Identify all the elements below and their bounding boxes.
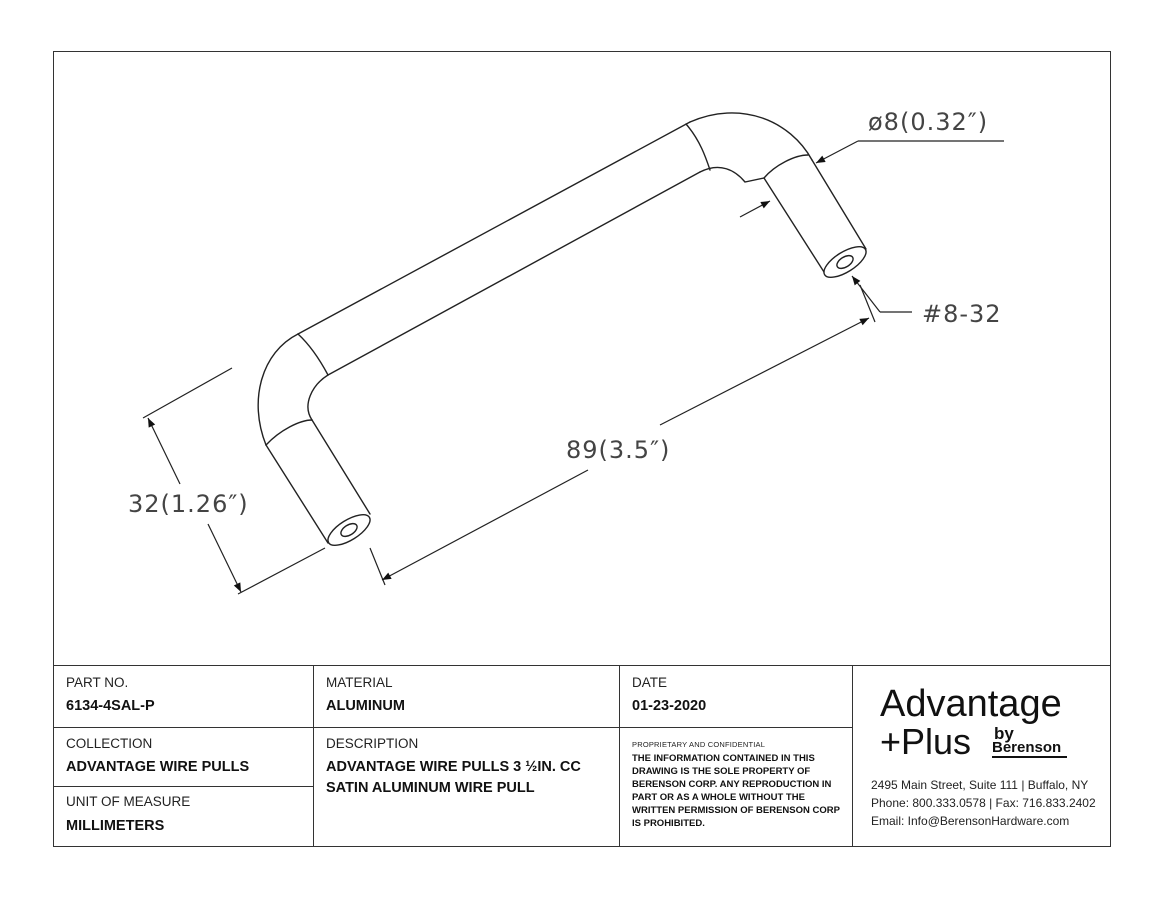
diameter-dimension (740, 141, 1004, 217)
brand-berenson: Berenson (992, 740, 1067, 758)
title-block-row-divider (53, 727, 852, 728)
collection-value: ADVANTAGE WIRE PULLS (66, 759, 250, 775)
date-value: 01-23-2020 (632, 698, 707, 714)
diameter-label: ø8(0.32″) (868, 108, 989, 136)
title-block-row-divider-2 (53, 786, 313, 787)
unit-value: MILLIMETERS (66, 818, 165, 834)
material-value: ALUMINUM (326, 698, 405, 714)
part-no-label: PART NO. (66, 675, 129, 690)
cc-dimension (370, 285, 875, 585)
date-label: DATE (632, 675, 668, 690)
email: Email: Info@BerensonHardware.com (871, 814, 1070, 828)
title-block-col-divider-2 (619, 665, 620, 847)
thread-label: #8-32 (922, 300, 1002, 328)
collection-label: COLLECTION (66, 736, 153, 751)
title-block-col-divider-1 (313, 665, 314, 847)
brand-advantage: Advantage (880, 683, 1062, 725)
description-line-2: SATIN ALUMINUM WIRE PULL (326, 780, 535, 796)
wire-pull-outline (258, 113, 870, 551)
cc-label: 89(3.5″) (566, 436, 671, 464)
unit-label: UNIT OF MEASURE (66, 794, 191, 809)
description-line-1: ADVANTAGE WIRE PULLS 3 ½IN. CC (326, 759, 581, 775)
description-label: DESCRIPTION (326, 736, 419, 751)
projection-label: 32(1.26″) (128, 490, 249, 518)
phone-fax: Phone: 800.333.0578 | Fax: 716.833.2402 (871, 796, 1096, 810)
address: 2495 Main Street, Suite 111 | Buffalo, NY (871, 778, 1089, 792)
projection-dimension (143, 368, 325, 594)
material-label: MATERIAL (326, 675, 393, 690)
part-no-value: 6134-4SAL-P (66, 698, 155, 714)
confidential-heading: PROPRIETARY AND CONFIDENTIAL (632, 740, 766, 749)
thread-callout (852, 276, 912, 312)
confidential-body: THE INFORMATION CONTAINED IN THIS DRAWING IS THE SOLE PROPERTY OF BERENSON CORP. ANY REPRODUCTION IN PART OR AS A WHOLE WITHOUT THE WRITTEN PERMISSION OF BERENSON CORP IS PROHIBITED. (632, 753, 840, 829)
title-block-col-divider-3 (852, 665, 853, 847)
brand-by: by (994, 724, 1014, 743)
title-block-top-border (53, 665, 1111, 666)
brand-plus: +Plus (880, 721, 972, 762)
